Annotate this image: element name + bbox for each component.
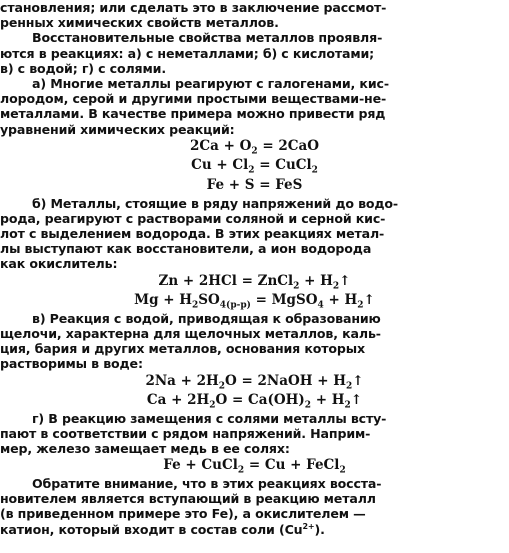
text-line: металлами. В качестве примера можно привести ряд	[0, 106, 386, 122]
chemical-equation: $Mg + H_2SO_{4(р-р)}$ = MgSO$_4$ + $H_2↑$	[134, 292, 375, 311]
text-line: ются в реакциях: а) с неметаллами; б) с кислотами;	[0, 45, 375, 61]
paragraph-start-line: б) Металлы, стоящие в ряду напряжений до водо-	[32, 195, 398, 211]
text-line: пают в соответствии с рядом напряжений. Наприм-	[0, 426, 371, 441]
text-line: растворимы в воде:	[0, 356, 143, 372]
text-line: новителем является вступающий в реакцию металл	[0, 491, 376, 507]
paragraph-start-line: г) В реакцию замещения с солями металлы всту-	[32, 410, 387, 426]
paragraph-start-line: Обратите внимание, что в этих реакциях восста-	[32, 476, 382, 491]
chemical-equation: $2Na + 2H_2O$ = 2NaOH + $H_2↑$	[145, 372, 364, 392]
text-line: ренных химических свойств металлов.	[0, 15, 279, 31]
chemical-equation: Fe + S = FeS	[206, 177, 303, 193]
cation-charge: 2+	[302, 521, 315, 531]
paragraph-start-line: Восстановительные свойства металлов проявля-	[32, 30, 383, 46]
chemical-equation: $Ca + 2H_2O = Ca(OH)_2$ + $H_2↑$	[146, 392, 363, 411]
text-line: становления; или сделать это в заключение рассмот-	[0, 0, 387, 15]
text-line: лы выступают как восстановители, а ион водорода	[0, 241, 372, 257]
chemical-equation: Fe + CuCl$_2$ = Cu + FeCl$_2$	[163, 457, 346, 477]
chemical-equation: Zn + 2HCl = ZnCl$_2$ + $H_2↑$	[158, 272, 351, 292]
text-line: уравнений химических реакций:	[0, 121, 235, 137]
text-line: ция, бария и других металлов, основания которых	[0, 341, 365, 357]
text-line: катион, который входит в состав соли $(Cu^{2+})$.	[0, 521, 325, 537]
paragraph-start-line: в) Реакция с водой, приводящая к образованию	[32, 310, 381, 326]
text-line: (в приведенном примере это Fe), а окислителем —	[0, 506, 366, 522]
text-line: лородом, серой и другими простыми веществами-не-	[0, 91, 387, 107]
text-line: мер, железо замещает медь в ее солях:	[0, 441, 290, 457]
text-line: в) с водой; г) с солями.	[0, 60, 166, 76]
chemical-equation: $2Ca + O_2 = 2CaO$	[190, 137, 319, 157]
chemical-equation: $Cu + Cl_2$ = CuCl$_2$	[191, 157, 318, 177]
text-line: как окислитель:	[0, 256, 118, 272]
text-line: щелочи, характерна для щелочных металлов, каль-	[0, 326, 381, 341]
paragraph-start-line: а) Многие металлы реагируют с галогенами, кис-	[32, 76, 389, 91]
text-line: рода, реагируют с растворами соляной и серной кис-	[0, 210, 386, 226]
text-line: лот с выделением водорода. В этих реакциях метал-	[0, 226, 385, 241]
